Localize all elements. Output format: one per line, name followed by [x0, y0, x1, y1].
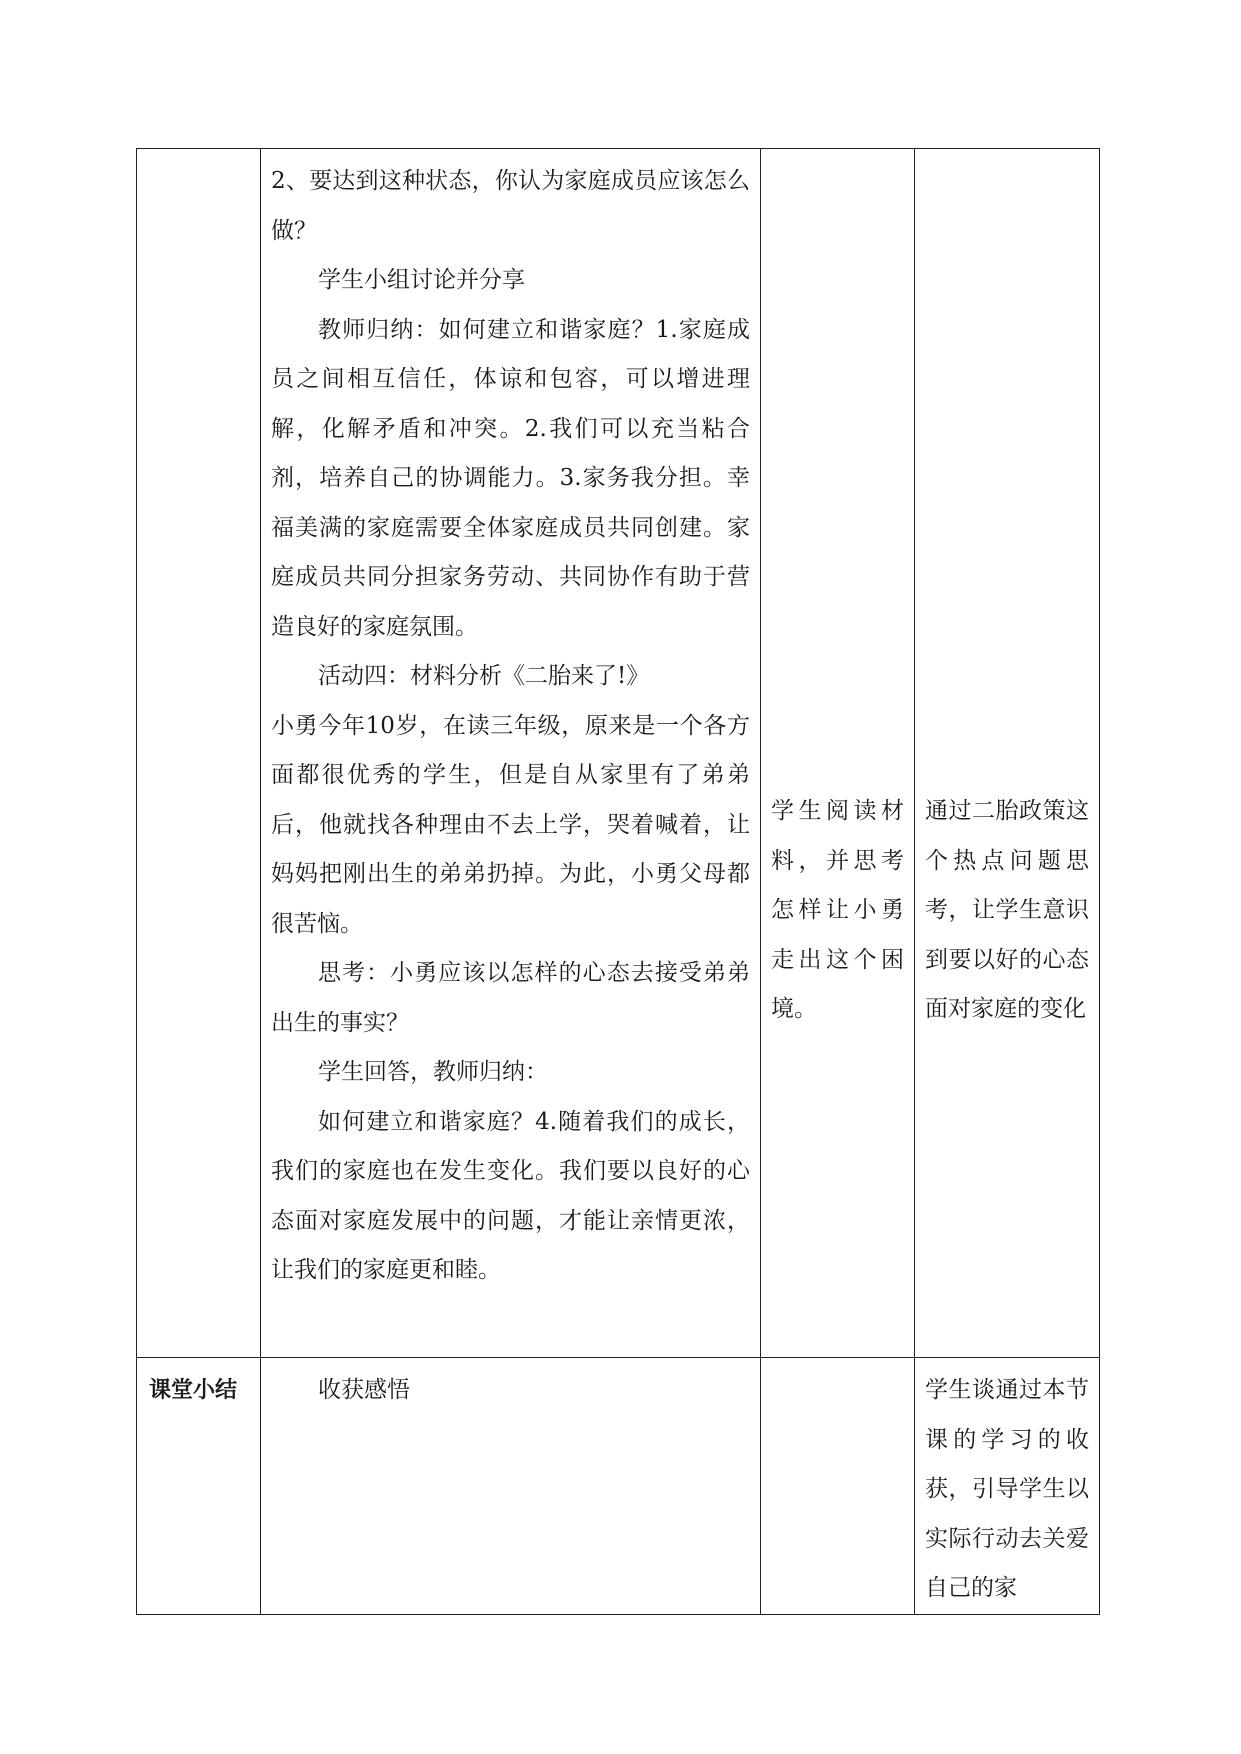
student-activity-cell: [761, 1358, 915, 1615]
content-paragraph: 2、要达到这种状态，你认为家庭成员应该怎么做？: [271, 168, 750, 244]
teaching-content-cell: [261, 149, 761, 1358]
content-paragraph: 如何建立和谐家庭？4.随着我们的成长，我们的家庭也在发生变化。我们要以良好的心态面对家庭发展中的问题，才能让亲情更浓，让我们的家庭更和睦。: [271, 1108, 750, 1283]
content-paragraph: 小勇今年10岁，在读三年级，原来是一个各方面都很优秀的学生，但是自从家里有了弟弟后，他就找各种理由不去上学，哭着喊着，让妈妈把刚出生的弟弟扔掉。为此，小勇父母都很苦恼。: [271, 712, 750, 937]
table-row: [137, 1358, 1100, 1615]
student-activity-text: 学生阅读材料，并思考怎样让小勇走出这个困境。: [771, 798, 904, 1022]
teaching-content: [261, 149, 760, 1296]
summary-design-purpose: 学生谈通过本节课的学习的收获，引导学生以实际行动去关爱自己的家: [925, 1377, 1089, 1601]
table-row: [137, 149, 1100, 1358]
section-label-summary: 课堂小结: [149, 1378, 238, 1403]
student-activity-cell: [761, 149, 915, 1358]
content-paragraph: 学生小组讨论并分享: [318, 267, 525, 293]
content-paragraph: 思考：小勇应该以怎样的心态去接受弟弟出生的事实？: [271, 960, 750, 1036]
teaching-content-cell: [261, 1358, 761, 1615]
design-purpose-cell: [915, 1358, 1100, 1615]
summary-content-text: 收获感悟: [318, 1377, 410, 1403]
lesson-plan-table: [136, 148, 1100, 1615]
section-label-cell: [137, 1358, 261, 1615]
design-purpose-cell: [915, 149, 1100, 1358]
content-paragraph: 活动四：材料分析《二胎来了!》: [318, 663, 650, 689]
section-label: [137, 149, 260, 157]
design-purpose-text: 通过二胎政策这个热点问题思考，让学生意识到要以好的心态面对家庭的变化: [925, 798, 1089, 1022]
section-label-cell: [137, 149, 261, 1358]
content-paragraph: 学生回答，教师归纳：: [318, 1059, 548, 1085]
content-paragraph: 教师归纳：如何建立和谐家庭？1.家庭成员之间相互信任，体谅和包容，可以增进理解，化解矛盾和冲突。2.我们可以充当粘合剂，培养自己的协调能力。3.家务我分担。幸福美满的家庭需要全体家庭成员共同创建。家庭成员共同分担家务劳动、共同协作有助于营造良好的家庭氛围。: [271, 316, 750, 640]
